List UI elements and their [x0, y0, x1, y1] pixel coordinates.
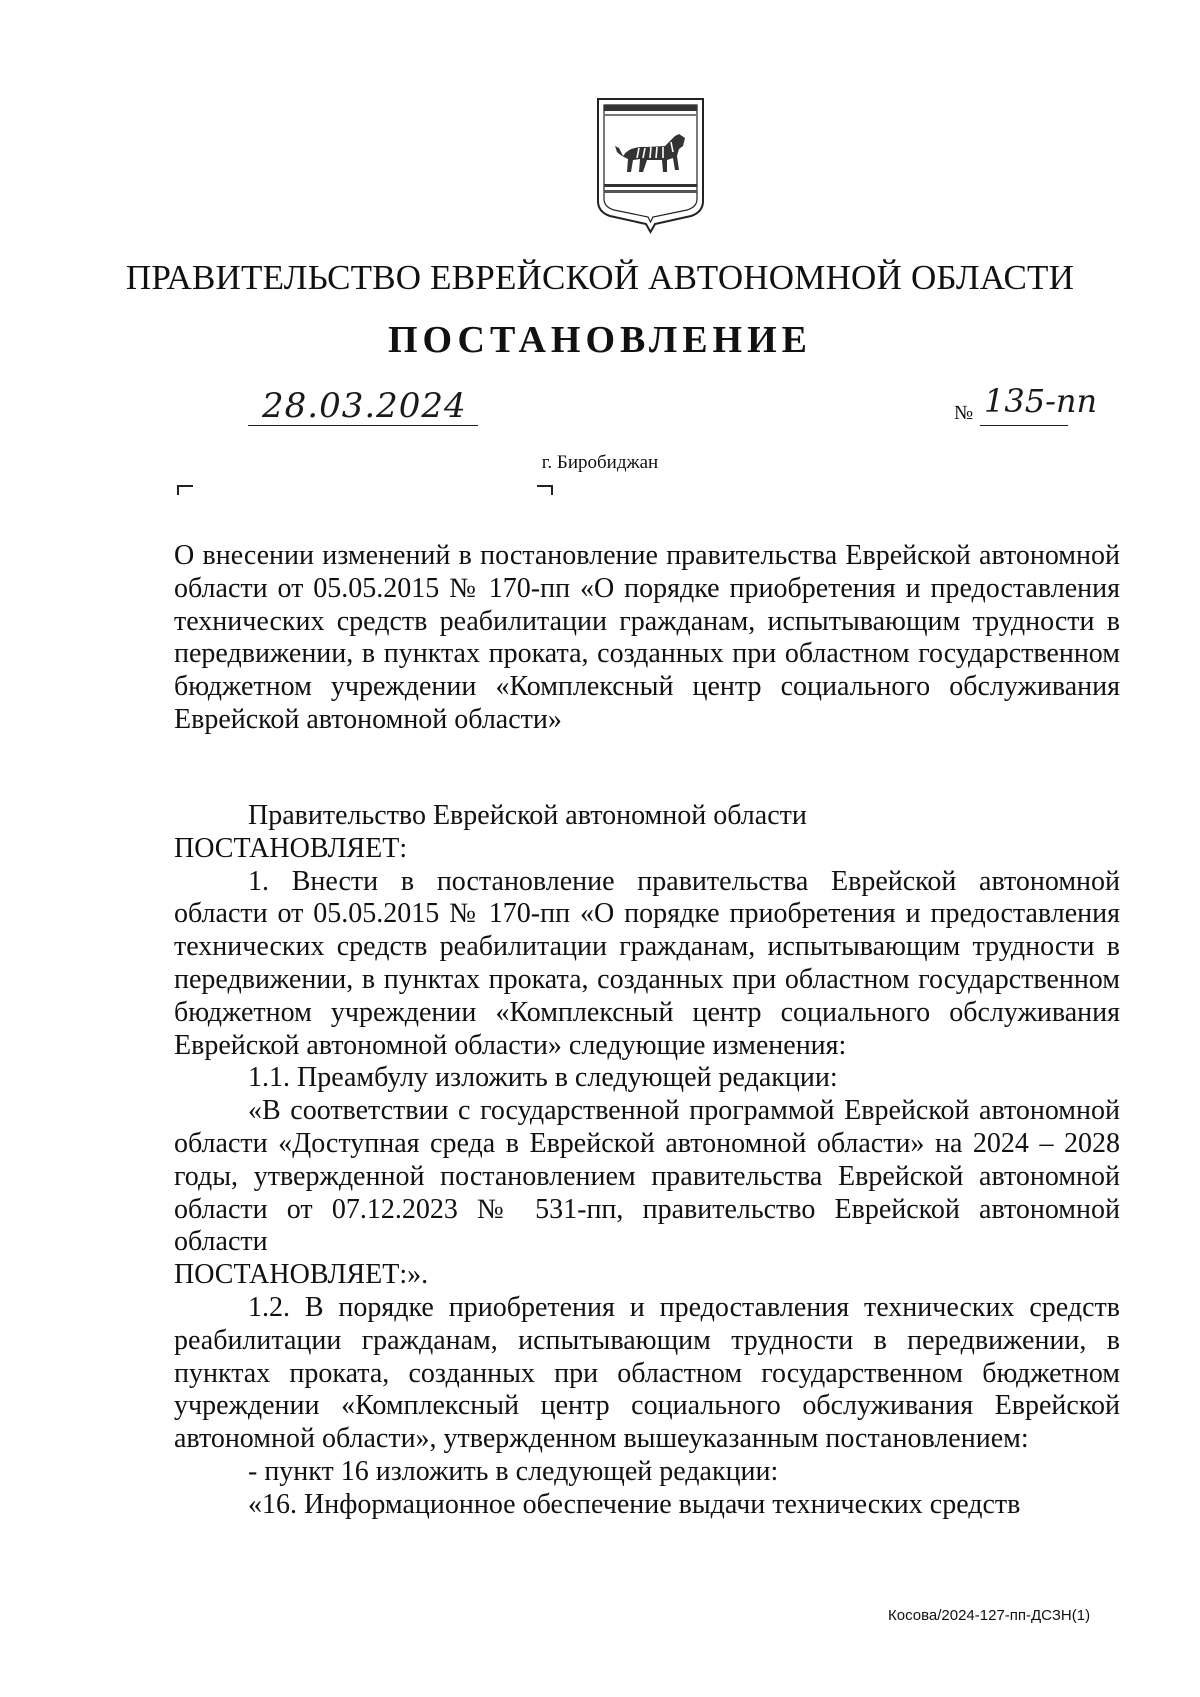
corner-mark-right [537, 485, 553, 495]
document-type: ПОСТАНОВЛЕНИЕ [387, 319, 813, 361]
document-body [174, 800, 1120, 1522]
body-paragraph: «16. Информационное обеспечение выдачи технических средств [248, 1488, 1021, 1520]
body-paragraph: Правительство Еврейской автономной области [248, 800, 807, 831]
city: г. Биробиджан [541, 452, 659, 473]
body-paragraph: ПОСТАНОВЛЯЕТ:». [174, 1259, 429, 1291]
body-paragraph: 1.1. Преамбулу изложить в следующей редакции: [248, 1062, 838, 1094]
document-date: 28.03.2024 [262, 386, 467, 426]
body-paragraph: «В соответствии с государственной программой Еврейской автономной области «Доступная среда в Еврейской автономной области» на 2024 – 2028 годы, утвержденной постановлением правительства Еврейской автономной области от 07.12.2023 № 531-пп, правительство Еврейской автономной области [174, 1095, 1120, 1258]
body-paragraph: - пункт 16 изложить в следующей редакции: [248, 1455, 779, 1487]
footer-code: Косова/2024-127-пп-ДСЗН(1) [888, 1607, 1091, 1624]
document-number: 135-пп [984, 382, 1098, 420]
coat-of-arms-tiger-icon [595, 96, 706, 236]
document-subject: О внесении изменений в постановление правительства Еврейской автономной области от 05.05.2015 № 170-пп «О порядке приобретения и предоставления технических средств реабилитации гражданам, испытывающим трудности в передвижении, в пунктах проката, созданных при областном государственном бюджетном учреждении «Комплексный центр социального обслуживания Еврейской автономной области» [174, 540, 1120, 735]
government-title: ПРАВИТЕЛЬСТВО ЕВРЕЙСКОЙ АВТОНОМНОЙ ОБЛАСТИ [125, 258, 1075, 297]
body-paragraph: ПОСТАНОВЛЯЕТ: [174, 832, 408, 864]
corner-mark-left [177, 485, 193, 495]
body-paragraph: 1.2. В порядке приобретения и предоставления технических средств реабилитации гражданам, испытывающим трудности в передвижении, в пунктах проката, созданных при областном государственном бюджетном учреждении «Комплексный центр социального обслуживания Еврейской автономной области», утвержденном вышеуказанным постановлением: [174, 1291, 1120, 1455]
body-paragraph: 1. Внести в постановление правительства Еврейской автономной области от 05.05.2015 № 170-пп «О порядке приобретения и предоставления технических средств реабилитации гражданам, испытывающим трудности в передвижении, в пунктах проката, созданных при областном государственном бюджетном учреждении «Комплексный центр социального обслуживания Еврейской автономной области» следующие изменения: [174, 865, 1120, 1061]
number-label: № [954, 402, 974, 424]
number-underline [980, 425, 1068, 426]
date-underline [248, 425, 478, 426]
